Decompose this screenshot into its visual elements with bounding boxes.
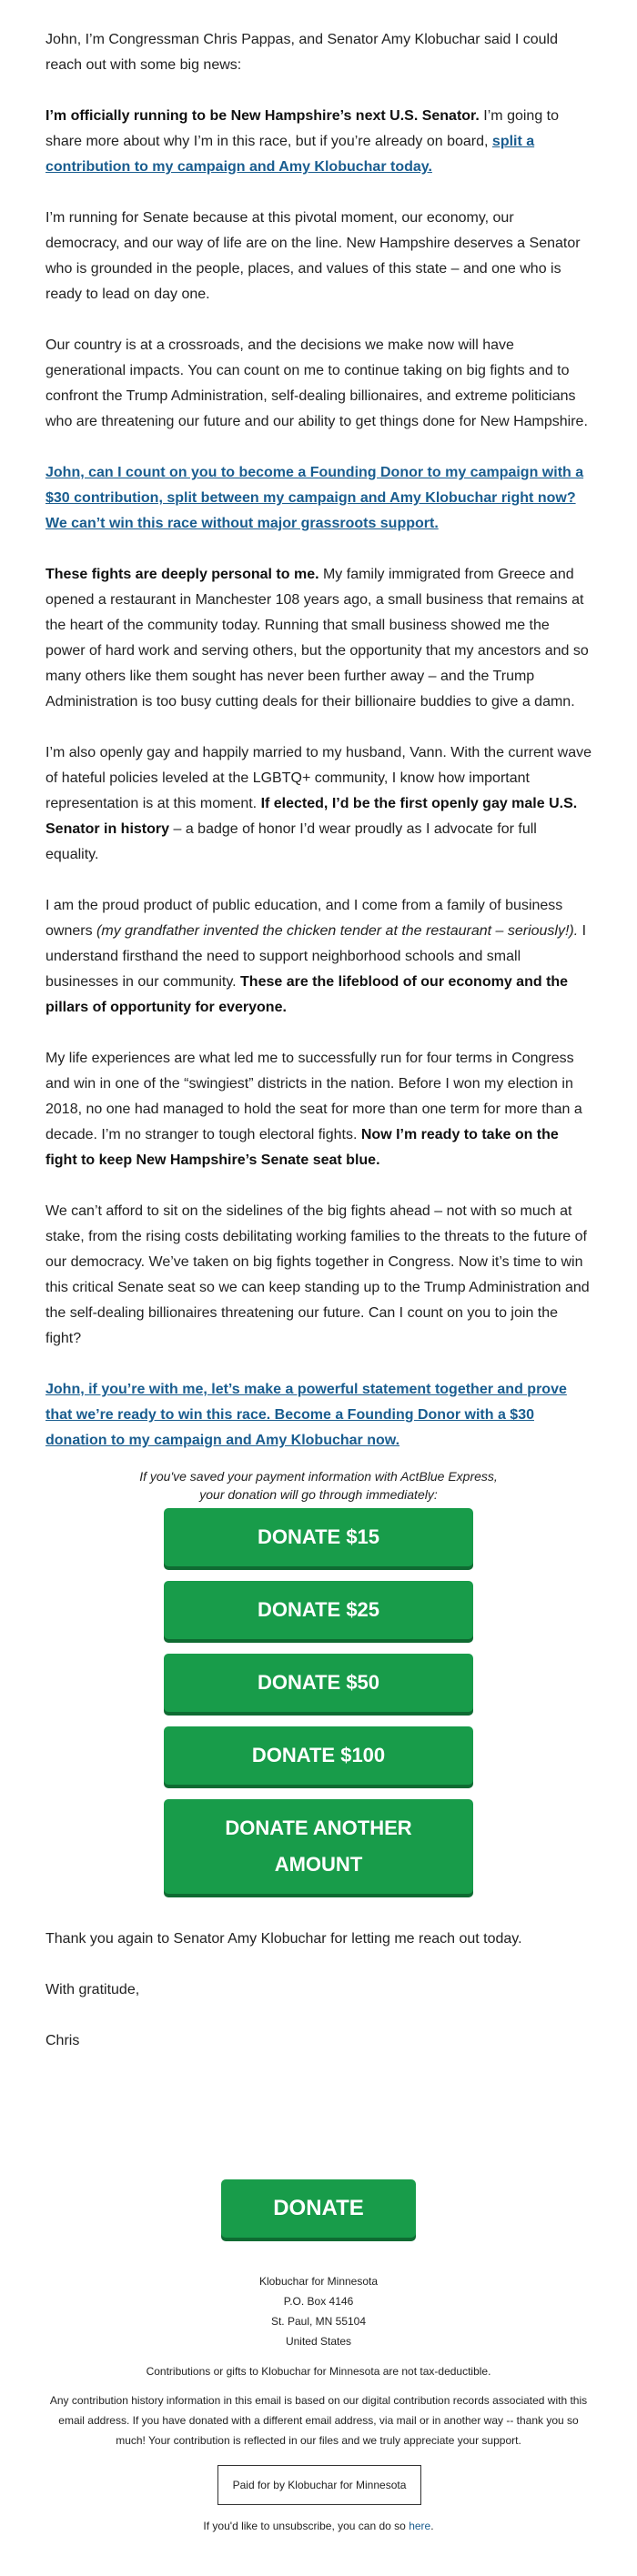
announcement-text: I’m going to share more about why I’m in this race, but if you’re already on board, (46, 108, 559, 149)
footer-history-note (46, 2390, 592, 2450)
footer-history-text: Any contribution history information in this email is based on our digital contribution records associated with this email address. If you have donated with a different email address, via mail or in another way -- thank you so much! Your contribution is reflected in our files and we truly appreciate your support. (49, 2394, 588, 2447)
announcement-bold: I’m officially running to be New Hampshire’s next U.S. Senator. (46, 108, 480, 124)
footer-city: St. Paul, MN 55104 (270, 2315, 367, 2328)
powerful-statement-link[interactable] (46, 1377, 592, 1454)
experience-text: My life experiences are what led me to successfully run for four terms in Congress and win in one of the “swingiest” districts in the nation. Before I won my election in 2018, no one had managed to hold the seat for more than one term for more than a decade. I’m no stranger to tough electoral fights. (46, 1051, 582, 1142)
footer-org: Klobuchar for Minnesota (258, 2275, 379, 2288)
personal-text: My family immigrated from Greece and opened a restaurant in Manchester 108 years ago, a small business that remains at the heart of the community today. Running that small business showed me the power of hard work and serving others, but the opportunity that my ancestors and so many others like them sought has never been further away – and the Trump Administration is too busy cutting deals for their billionaire buddies to give a damn. (46, 567, 589, 709)
unsubscribe-link[interactable]: here (409, 2520, 431, 2532)
paid-for-text: Paid for by Klobuchar for Minnesota (232, 2479, 407, 2491)
donate-main-label[interactable]: DONATE (273, 2196, 364, 2220)
footer-tax-note: Contributions or gifts to Klobuchar for Minnesota are not tax-deductible. (146, 2365, 491, 2378)
thanks-text: Thank you again to Senator Amy Klobuchar for letting me reach out today. (46, 1931, 522, 1947)
intro-text: John, I’m Congressman Chris Pappas, and Senator Amy Klobuchar said I could reach out with some big news: (46, 32, 558, 73)
donate-main-button[interactable] (221, 2179, 416, 2238)
education-text: I am the proud product of public education, and I come from a family of business owners (46, 898, 563, 939)
announcement-paragraph (46, 104, 592, 180)
education-italic: (my grandfather invented the chicken tender at the restaurant – seriously!). (96, 923, 579, 939)
unsubscribe-line (46, 2516, 592, 2536)
closing-line (46, 1977, 592, 2003)
split-contribution-link[interactable]: split a contribution to my campaign and Amy Klobuchar today. (46, 134, 535, 175)
donate-25-label[interactable]: DONATE $25 (257, 1598, 380, 1621)
personal-bold: These fights are deeply personal to me. (46, 567, 319, 582)
donate-another-label-1[interactable]: DONATE ANOTHER (225, 1816, 412, 1839)
closing-text: With gratitude, (46, 1982, 140, 1997)
why-running-text: I’m running for Senate because at this pivotal moment, our economy, our democracy, and our way of life are on the line. New Hampshire deserves a Senator who is grounded in the people, places, and values of this state – and one who is ready to lead on day one. (46, 210, 581, 302)
crossroads-text: Our country is at a crossroads, and the decisions we make now will have generational impacts. You can count on me to continue taking on big fights and to confront the Trump Administration, self-dealing billionaires, and extreme politicians who are threatening our future and our ability to get things done for New Hampshire. (46, 337, 588, 429)
donate-another-amount-button[interactable] (164, 1799, 473, 1894)
donate-15-button[interactable] (164, 1508, 473, 1566)
donate-100-button[interactable] (164, 1726, 473, 1785)
donate-100-label[interactable]: DONATE $100 (251, 1744, 386, 1766)
education-paragraph (46, 893, 592, 1021)
crossroads-paragraph (46, 333, 592, 435)
actblue-note-line-2: your donation will go through immediately: (199, 1487, 438, 1502)
unsubscribe-end: . (430, 2520, 434, 2532)
footer-country: United States (285, 2335, 352, 2348)
founding-donor-link-text[interactable]: John, can I count on you to become a Founding Donor to my campaign with a $30 contribution, split between my campaign and Amy Klobuchar right now? We can’t win this race without major grassroots support. (46, 465, 584, 531)
education-bold: These are the lifeblood of our economy and the pillars of opportunity for everyone. (46, 974, 569, 1015)
actblue-note (91, 1467, 546, 1504)
experience-bold: Now I’m ready to take on the fight to keep New Hampshire’s Senate seat blue. (46, 1127, 559, 1168)
footer-po-box: P.O. Box 4146 (283, 2295, 354, 2308)
identity-bold: If elected, I’d be the first openly gay male U.S. Senator in history (46, 796, 578, 837)
powerful-statement-link-text[interactable]: John, if you’re with me, let’s make a powerful statement together and prove that we’re ready to win this race. Become a Founding Donor with a $30 donation to my campaign and Amy Klobuchar now. (46, 1382, 567, 1448)
donate-15-label[interactable]: DONATE $15 (257, 1525, 380, 1548)
founding-donor-link[interactable] (46, 460, 592, 537)
personal-paragraph (46, 562, 592, 715)
identity-tail: – a badge of honor I’d wear proudly as I advocate for full equality. (46, 821, 537, 862)
why-running-paragraph (46, 206, 592, 307)
actblue-note-line-1: If you've saved your payment information with ActBlue Express, (139, 1469, 498, 1484)
paid-for-box (217, 2465, 421, 2505)
signature-text: Chris (46, 2033, 80, 2048)
intro-paragraph (46, 27, 592, 78)
education-mid: I understand firsthand the need to support neighborhood schools and small businesses in our community. (46, 923, 587, 990)
sidelines-text: We can’t afford to sit on the sidelines of the big fights ahead – not with so much at stake, from the rising costs debilitating working families to the threats to the future of our democracy. We’ve taken on big fights together in Congress. Now it’s time to win this critical Senate seat so we can keep standing up to the Trump Administration and the self-dealing billionaires threatening our future. Can I count on you to join the fight? (46, 1203, 590, 1346)
donate-25-button[interactable] (164, 1581, 473, 1639)
experience-paragraph (46, 1046, 592, 1173)
donate-50-label[interactable]: DONATE $50 (257, 1671, 380, 1694)
identity-text: I’m also openly gay and happily married to my husband, Vann. With the current wave of hateful policies leveled at the LGBTQ+ community, I know how important representation is at this moment. (46, 745, 592, 811)
identity-paragraph (46, 740, 592, 868)
signature-line (46, 2028, 592, 2054)
sidelines-paragraph (46, 1199, 592, 1352)
thanks-line (46, 1927, 592, 1952)
donate-50-button[interactable] (164, 1654, 473, 1712)
unsubscribe-text: If you'd like to unsubscribe, you can do so (203, 2520, 410, 2532)
donate-another-label-2[interactable]: AMOUNT (274, 1853, 363, 1876)
